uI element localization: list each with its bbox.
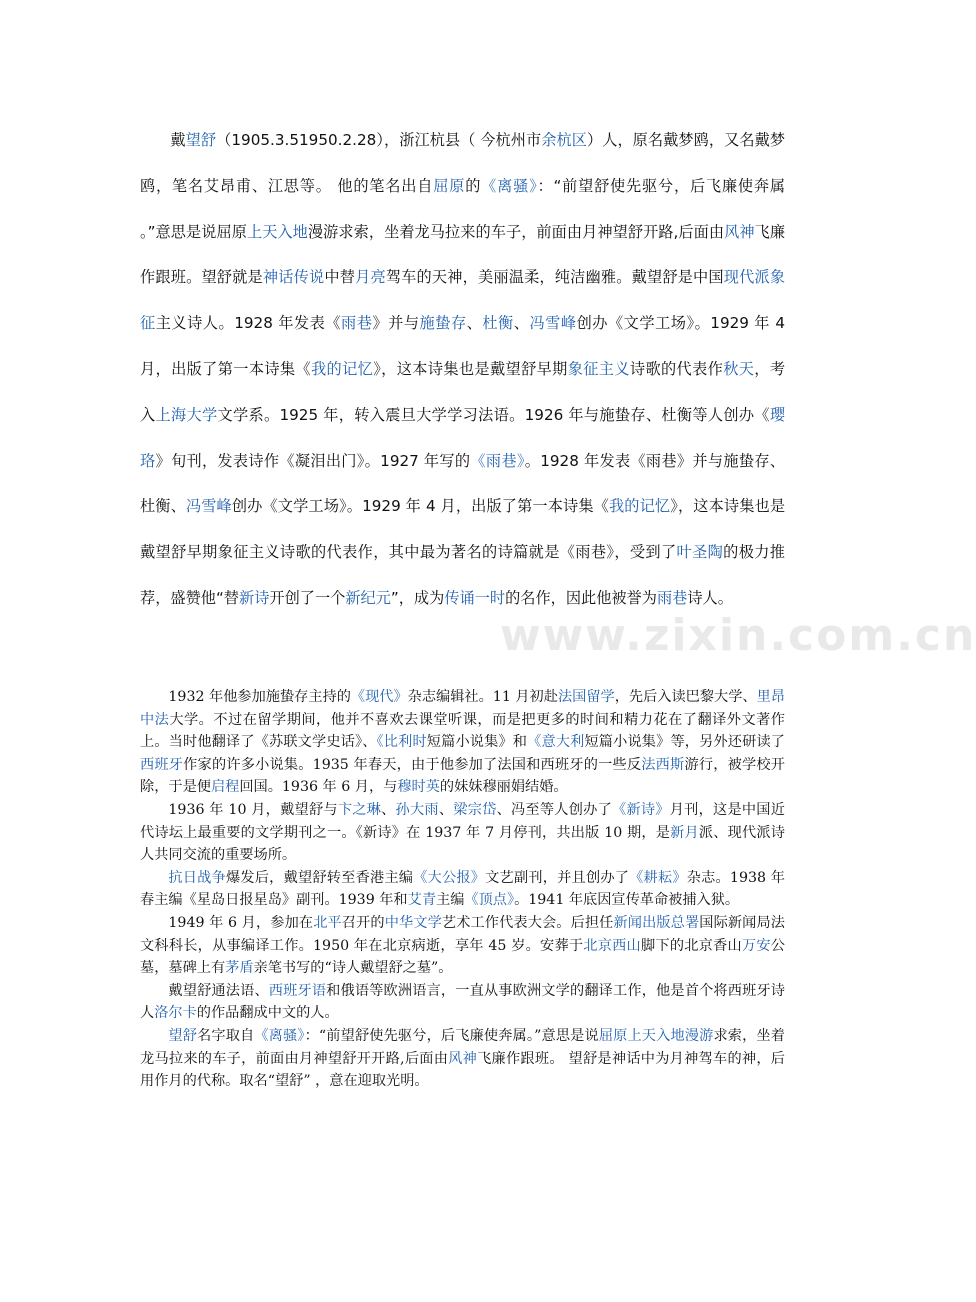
hyperlink[interactable]: 启程 (210, 779, 240, 796)
hyperlink[interactable]: 上天入地 (246, 222, 308, 241)
hyperlink[interactable]: 艾青 (407, 892, 437, 909)
hyperlink[interactable]: 孙大雨 (395, 801, 439, 818)
hyperlink[interactable]: 里昂中法 (140, 689, 785, 728)
hyperlink[interactable]: 新纪元 (345, 588, 391, 607)
text-run: 、 (466, 314, 483, 333)
hyperlink[interactable]: 《耕耘》 (629, 869, 687, 886)
text-run: 国际新闻局法文科科长，从事编译工作。1950 年在北京病逝，享年 45 岁。安葬于 (140, 914, 785, 954)
hyperlink[interactable]: 茅盾 (225, 960, 254, 977)
text-run: 召开的 (341, 914, 385, 931)
text-run: 短篇小说集》等，另外还研读了 (584, 734, 785, 751)
hyperlink[interactable]: 施蛰存 (419, 314, 467, 333)
hyperlink[interactable]: 抗日战争 (168, 869, 226, 886)
hyperlink[interactable]: 万安 (741, 937, 771, 954)
text-run: 1936 年 10 月，戴望舒与 (168, 801, 338, 818)
hyperlink[interactable]: 法西斯 (641, 756, 685, 773)
paragraph-intro (140, 118, 785, 622)
hyperlink[interactable]: 望舒 (185, 131, 217, 149)
intro-section (140, 118, 785, 622)
text-run: ，考入 (140, 359, 786, 424)
paragraph-war (140, 867, 785, 912)
hyperlink[interactable]: 中华文学 (384, 914, 442, 931)
text-run: 戴望舒通法语、 (168, 982, 269, 999)
hyperlink[interactable]: 北京西山 (583, 937, 641, 954)
hyperlink[interactable]: 我的记忆 (608, 497, 671, 516)
text-run: 》，这本诗集也是戴望舒早期象征主义诗歌的代表作，其中最为著名的诗篇就是《雨巷》，受到了 (140, 497, 786, 562)
hyperlink[interactable]: 洛尔卡 (154, 1005, 197, 1022)
hyperlink[interactable]: 璎珞 (140, 405, 786, 470)
text-run: （1905.3.51950.2.28），浙江杭县（ 今杭州市 (216, 131, 542, 149)
text-run: 爆发后，戴望舒转至香港主编 (225, 869, 414, 886)
text-run: 创办《文学工场》。1929 年 4 月，出版了第一本诗集《 (231, 497, 609, 516)
text-run: 杂志编辑社。11 月初赴 (407, 689, 558, 705)
biography-section (140, 686, 785, 1093)
text-run: 求索，坐着龙马拉来的车子，前面由月神望舒开开路,后面由 (140, 1027, 785, 1067)
watermark: www.zixin.com.cn (500, 610, 976, 661)
hyperlink[interactable]: 《新诗》 (612, 801, 670, 818)
hyperlink[interactable]: 屈原 (433, 176, 466, 195)
text-run: 亲笔书写的“诗人戴望舒之墓”。 (253, 960, 453, 977)
hyperlink[interactable]: 《现代》 (350, 689, 408, 705)
text-run: 回国。1936 年 6 月，与 (239, 779, 398, 796)
text-run: 驾车的天神，美丽温柔，纯洁幽雅。戴望舒是中国 (385, 268, 724, 287)
hyperlink[interactable]: 屈原上天入地漫游 (598, 1027, 714, 1044)
text-run: 的 (465, 176, 482, 195)
hyperlink[interactable]: 西班牙 (140, 756, 184, 773)
text-run: 。1941 年底因宣传革命被捕入狱。 (514, 892, 740, 909)
text-run: 派、现代派诗人共同交流的重要场所。 (140, 824, 785, 864)
text-run: 的妹妹穆丽娟结婚。 (439, 779, 568, 796)
hyperlink[interactable]: 《雨巷》 (470, 451, 525, 470)
hyperlink[interactable]: 雨巷 (656, 588, 688, 607)
text-run: 作家的许多小说集。1935 年春天，由于他参加了法国和西班牙的一些反 (183, 756, 642, 773)
hyperlink[interactable]: 望舒 (168, 1027, 198, 1044)
hyperlink[interactable]: 卞之琳 (337, 801, 382, 818)
hyperlink[interactable]: 风神 (724, 222, 755, 241)
paragraph-new-poetry (140, 799, 785, 867)
text-run: 》并与 (372, 314, 420, 333)
hyperlink[interactable]: 冯雪峰 (529, 314, 577, 333)
hyperlink[interactable]: 雨巷 (341, 314, 373, 333)
text-run: 名字取自 (197, 1027, 255, 1044)
text-run: 和俄语等欧洲语言，一直从事欧洲文学的翻译工作，他是首个将西班牙诗人 (140, 982, 785, 1022)
text-run: 的作品翻成中文的人。 (196, 1005, 339, 1022)
hyperlink[interactable]: 《大公报》 (413, 869, 486, 886)
hyperlink[interactable]: 新月 (670, 824, 699, 841)
text-run: 、 (381, 801, 396, 818)
text-run: 文学系。1925 年，转入震旦大学学习法语。1926 年与施蛰存、杜衡等人创办《 (217, 405, 770, 424)
paragraph-1949 (140, 912, 785, 980)
text-run: 诗人。 (687, 588, 733, 607)
text-run: ”，成为 (390, 588, 445, 607)
text-run: 短篇小说集》和 (426, 734, 528, 751)
hyperlink[interactable]: 《离骚》 (254, 1027, 305, 1044)
text-run: 飞廉作跟班。望舒就是 (140, 222, 785, 287)
text-run: ）人，原名戴梦鸥，又名戴梦鸥，笔名艾昂甫、江思等。 他的笔名出自 (140, 131, 786, 195)
hyperlink[interactable]: 传诵一时 (444, 588, 506, 607)
text-run: ：“前望舒使先驱兮，后飞廉使奔属 。”意思是说屈原 (140, 176, 786, 241)
hyperlink[interactable]: 新闻出版总署 (613, 914, 700, 931)
paragraph-paris (140, 686, 785, 799)
hyperlink[interactable]: 梁宗岱 (453, 801, 497, 818)
text-run: 游行，被学校开除，于是便 (140, 756, 785, 796)
text-run: 大学。不过在留学期间，他并不喜欢去课堂听课，而是把更多的时间和精力花在了翻译外文著作上。当时他翻译了《苏联文学史话》、 (140, 711, 785, 751)
text-run: ，先后入读巴黎大学、 (614, 689, 757, 705)
text-run: 》旬刊，发表诗作《凝泪出门》。1927 年写的 (155, 451, 471, 470)
text-run: 创办《文学工场》。1929 年 4 月，出版了第一本诗集《 (140, 314, 786, 378)
text-run: 公墓，墓碑上有 (140, 937, 785, 977)
text-run: 脚下的北京香山 (640, 937, 742, 954)
hyperlink[interactable]: 余杭区 (541, 131, 587, 149)
text-run: 》，这本诗集也是戴望舒早期 (373, 359, 568, 378)
hyperlink[interactable]: 《离骚》 (481, 176, 538, 195)
hyperlink[interactable]: 象征主义 (567, 359, 630, 378)
text-run: 主编 (436, 892, 465, 909)
text-run: 开创了一个 (269, 588, 346, 607)
hyperlink[interactable]: 我的记忆 (311, 359, 374, 378)
text-run: 艺术工作代表大会。后担任 (441, 914, 614, 931)
text-run: 、 (513, 314, 530, 333)
hyperlink[interactable]: 现代派象征 (140, 268, 786, 333)
hyperlink[interactable]: 《意大利 (527, 734, 585, 751)
text-run: 1932 年他参加施蛰存主持的 (168, 689, 351, 705)
text-run: 的极力推荐，盛赞他“替 (140, 543, 785, 607)
hyperlink[interactable]: 法国留学 (557, 689, 615, 705)
text-run: 月刊，这是中国近代诗坛上最重要的文学期刊之一。《新诗》在 1937 年 7 月停刊，共出版 10 期，是 (140, 801, 785, 841)
text-run: 戴 (170, 131, 186, 149)
text-run: 中替 (324, 268, 356, 287)
hyperlink[interactable]: 叶圣陶 (676, 543, 724, 562)
text-run: 、冯至等人创办了 (496, 801, 613, 818)
hyperlink[interactable]: 月亮 (355, 268, 386, 287)
text-run: 飞廉作跟班。 望舒是神话中为月神驾车的神，后用作月的代称。取名“望舒” ，意在迎取光明。 (140, 1050, 785, 1090)
hyperlink[interactable]: 《顶点》 (464, 892, 515, 909)
hyperlink[interactable]: 穆时英 (397, 779, 440, 796)
hyperlink[interactable]: 冯雪峰 (185, 497, 232, 516)
hyperlink[interactable]: 新诗 (239, 588, 270, 607)
hyperlink[interactable]: 秋天 (723, 359, 755, 378)
text-run: 1949 年 6 月，参加在 (168, 914, 314, 931)
text-run: 文艺副刊，并且创办了 (485, 869, 630, 886)
text-run: 的名作，因此他被誉为 (505, 588, 657, 607)
text-run: 杂志。1938 年春主编《星岛日报星岛》副刊。1939 年和 (140, 869, 785, 909)
text-run: 、 (438, 801, 454, 818)
text-run: 诗歌的代表作 (629, 359, 724, 378)
hyperlink[interactable]: 杜衡 (482, 314, 514, 333)
hyperlink[interactable]: 神话传说 (262, 268, 325, 287)
paragraph-name-origin (140, 1025, 785, 1093)
text-run: 漫游求索，坐着龙马拉来的车子，前面由月神望舒开路,后面由 (307, 222, 725, 241)
text-run: 主义诗人。1928 年发表《 (155, 314, 342, 333)
hyperlink[interactable]: 西班牙语 (268, 982, 327, 999)
paragraph-languages (140, 980, 785, 1025)
hyperlink[interactable]: 风神 (448, 1050, 478, 1067)
text-run: ：“前望舒使先驱兮，后飞廉使奔属。”意思是说 (304, 1027, 599, 1044)
hyperlink[interactable]: 上海大学 (155, 405, 218, 424)
text-run: 。1928 年发表《雨巷》并与施蛰存、杜衡、 (140, 451, 785, 516)
hyperlink[interactable]: 北平 (313, 914, 342, 931)
hyperlink[interactable]: 《比利时 (376, 734, 427, 751)
